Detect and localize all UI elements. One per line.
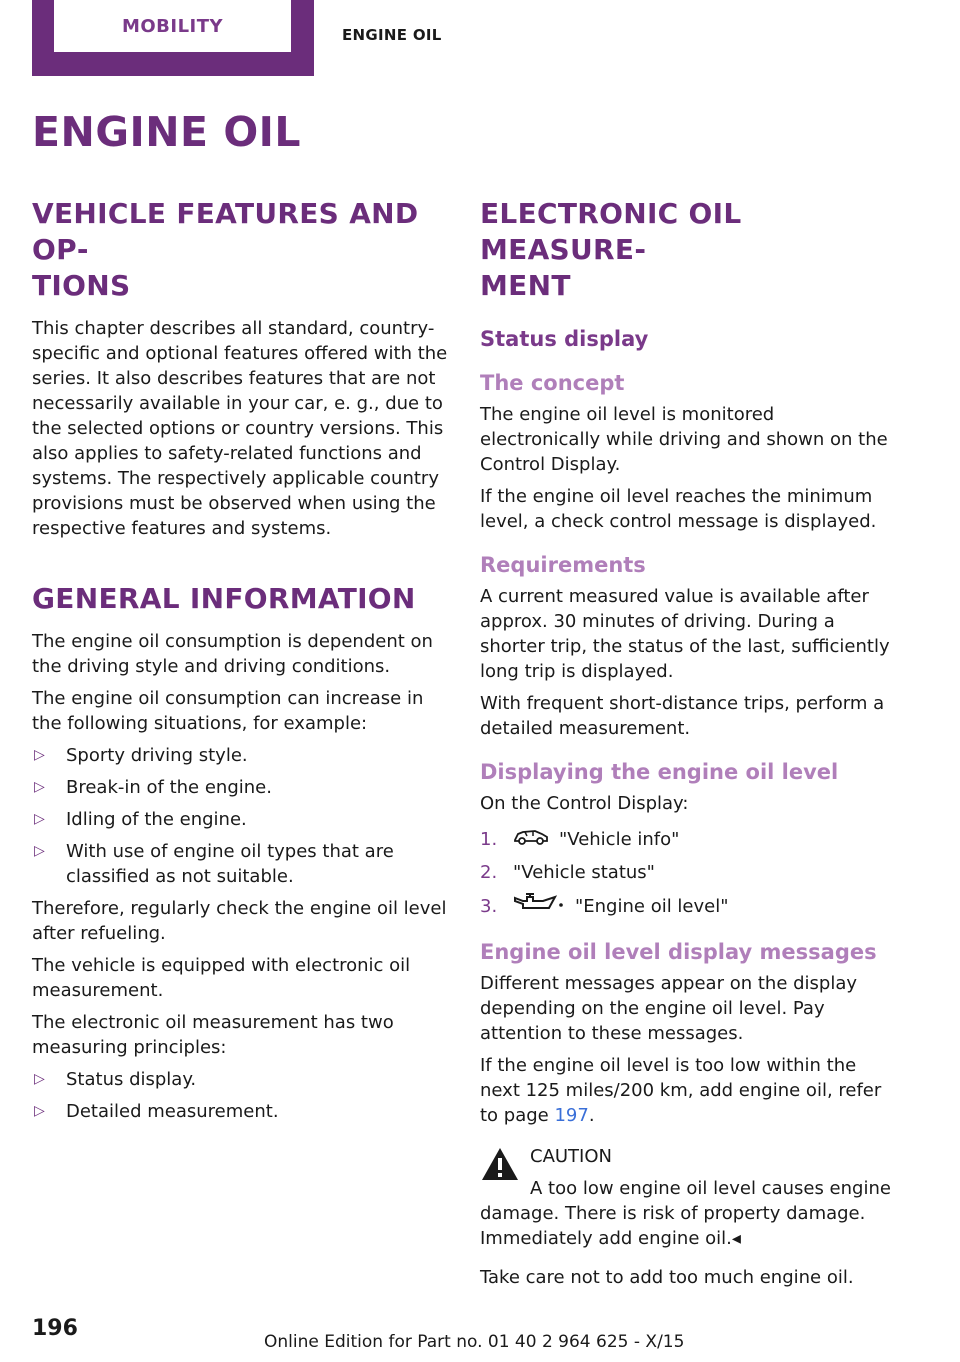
list-item-text: Sporty driving style. — [66, 745, 248, 766]
step-text: "Vehicle info" — [559, 829, 680, 850]
edition-footer: Online Edition for Part no. 01 40 2 964 625 - X/15 — [264, 1332, 685, 1352]
concept-paragraph-2: If the engine oil level reaches the minimum level, a check control message is displayed. — [480, 486, 877, 532]
general-paragraph-3: Therefore, regularly check the engine oil level after refueling. — [32, 898, 447, 944]
list-item — [32, 839, 450, 889]
list-item-text: With use of engine oil types that are classified as not suitable. — [66, 841, 394, 887]
displaying-heading: Displaying the engine oil level — [480, 760, 839, 784]
concept-paragraph-1: The engine oil level is monitored electronically while driving and shown on the Control Display. — [480, 404, 888, 475]
situations-list — [32, 743, 450, 889]
messages-paragraph-2 — [480, 1053, 898, 1128]
list-item-text: Idling of the engine. — [66, 809, 247, 830]
caution-text: A too low engine oil level causes engine damage. There is risk of property damage. Immediately add engine oil.◂ — [480, 1178, 891, 1249]
triangle-bullet-icon: ▷ — [34, 1103, 45, 1119]
triangle-bullet-icon: ▷ — [34, 747, 45, 763]
caution-block — [480, 1140, 898, 1251]
chapter-tab — [32, 0, 314, 76]
list-item — [32, 807, 450, 832]
triangle-bullet-icon: ▷ — [34, 1071, 45, 1087]
car-icon — [513, 826, 549, 853]
general-paragraph-4: The vehicle is equipped with electronic oil measurement. — [32, 955, 411, 1001]
messages-paragraph-1: Different messages appear on the display depending on the engine oil level. Pay attention to these messages. — [480, 973, 858, 1044]
list-item — [32, 1067, 450, 1092]
page-title: ENGINE OIL — [32, 108, 302, 156]
status-display-heading: Status display — [480, 327, 649, 351]
step-item — [480, 860, 898, 885]
step-text: "Engine oil level" — [575, 896, 729, 917]
features-heading: VEHICLE FEATURES AND OP‐ TIONS — [32, 197, 419, 302]
list-item — [32, 743, 450, 768]
list-item — [32, 775, 450, 800]
messages-text-end: . — [588, 1105, 595, 1126]
caution-title: CAUTION — [530, 1146, 612, 1167]
running-header: ENGINE OIL — [342, 26, 442, 44]
left-column — [32, 196, 450, 1131]
concept-heading: The concept — [480, 371, 625, 395]
general-paragraph-2: The engine oil consumption can increase in the following situations, for example: — [32, 688, 424, 734]
list-item-text: Status display. — [66, 1069, 197, 1090]
requirements-heading: Requirements — [480, 553, 646, 577]
triangle-bullet-icon: ▷ — [34, 811, 45, 827]
displaying-paragraph: On the Control Display: — [480, 793, 689, 814]
triangle-bullet-icon: ▷ — [34, 779, 45, 795]
principles-list — [32, 1067, 450, 1124]
step-number: 2. — [480, 862, 498, 883]
step-item — [480, 826, 898, 853]
closing-paragraph: Take care not to add too much engine oil. — [480, 1267, 854, 1288]
list-item-text: Detailed measurement. — [66, 1101, 279, 1122]
list-item-text: Break-in of the engine. — [66, 777, 272, 798]
step-number: 1. — [480, 829, 498, 850]
list-item — [32, 1099, 450, 1124]
messages-text: If the engine oil level is too low within the next 125 miles/200 km, add engine oil, refer to page — [480, 1055, 882, 1126]
step-number: 3. — [480, 896, 498, 917]
requirements-paragraph-1: A current measured value is available after approx. 30 minutes of driving. During a shorter trip, the status of the last, sufficiently long trip is displayed. — [480, 586, 890, 682]
general-paragraph-5: The electronic oil measurement has two measuring principles: — [32, 1012, 394, 1058]
messages-heading: Engine oil level display messages — [480, 940, 877, 964]
warning-triangle-icon — [480, 1146, 520, 1186]
page-reference-link[interactable]: 197 — [554, 1105, 589, 1126]
requirements-paragraph-2: With frequent short-distance trips, perform a detailed measurement. — [480, 693, 885, 739]
oil-can-icon — [513, 892, 565, 921]
step-item — [480, 892, 898, 921]
right-column — [480, 196, 898, 1297]
steps-list — [480, 826, 898, 921]
chapter-tab-label: MOBILITY — [54, 0, 291, 52]
triangle-bullet-icon: ▷ — [34, 843, 45, 859]
features-text: This chapter describes all standard, country-specific and optional features offered with the series. It also describes features that are not necessarily available in your car, e. g., due to the selected options or country versions. This also applies to safety-related functions and systems. The respectively applicable country provisions must be observed when using the respective features and systems. — [32, 318, 448, 539]
page-number: 196 — [32, 1316, 78, 1341]
electronic-measurement-heading: ELECTRONIC OIL MEASURE‐ MENT — [480, 197, 742, 302]
step-text: "Vehicle status" — [513, 862, 655, 883]
general-paragraph-1: The engine oil consumption is dependent on the driving style and driving conditions. — [32, 631, 433, 677]
general-heading: GENERAL INFORMATION — [32, 582, 416, 615]
